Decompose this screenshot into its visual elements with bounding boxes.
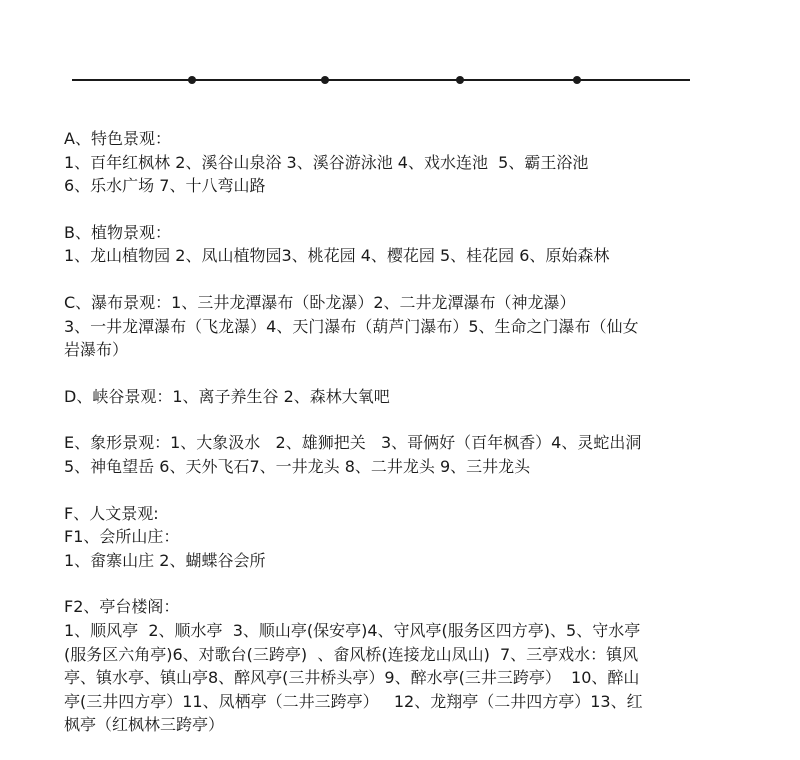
section-line: 5、神龟望岳 6、天外飞石7、一井龙头 8、二井龙头 9、三井龙头 — [64, 456, 531, 476]
section-f — [64, 502, 794, 573]
section-heading: D、峡谷景观：1、离子养生谷 2、森林大氧吧 — [64, 386, 390, 406]
timeline-dot — [573, 76, 581, 84]
section-heading: C、瀑布景观：1、三井龙潭瀑布（卧龙瀑）2、二井龙潭瀑布（神龙瀑） — [64, 292, 576, 312]
section-c — [64, 291, 794, 362]
section-e — [64, 431, 794, 478]
section-heading: F、人文景观: — [64, 503, 159, 523]
section-line: 亭、镇水亭、镇山亭8、醉风亭(三井桥头亭）9、醉水亭(三井三跨亭） 10、醉山 — [64, 668, 640, 688]
section-heading: A、特色景观： — [64, 129, 171, 148]
timeline-dot — [456, 76, 464, 84]
section-line: 枫亭（红枫林三跨亭） — [64, 715, 225, 735]
section-b — [64, 221, 794, 268]
section-heading: B、植物景观： — [64, 222, 171, 242]
section-f2 — [64, 595, 794, 737]
section-line: 1、百年红枫林 2、溪谷山泉浴 3、溪谷游泳池 4、戏水连池 5、霸王浴池 — [64, 152, 589, 172]
subsection-heading: F2、亭台楼阁： — [64, 597, 180, 617]
section-line: (服务区六角亭)6、对歌台(三跨亭) 、畲风桥(连接龙山凤山) 7、三亭戏水：镇风 — [64, 644, 639, 664]
section-line: 岩瀑布） — [64, 340, 129, 360]
timeline-dot — [188, 76, 196, 84]
section-a — [64, 127, 794, 198]
section-heading: E、象形景观：1、大象汲水 2、雄狮把关 3、哥俩好（百年枫香）4、灵蛇出洞 — [64, 433, 642, 453]
scenic-list — [64, 127, 794, 760]
section-line: 6、乐水广场 7、十八弯山路 — [64, 176, 266, 196]
section-line: 1、畲寨山庄 2、蝴蝶谷会所 — [64, 550, 266, 570]
timeline-dot — [321, 76, 329, 84]
section-line: 1、龙山植物园 2、凤山植物园3、桃花园 4、樱花园 5、桂花园 6、原始森林 — [64, 246, 610, 266]
section-line: 1、顺风亭 2、顺水亭 3、顺山亭(保安亭)4、守风亭(服务区四方亭)、5、守水亭 — [64, 620, 641, 640]
subsection-heading: F1、会所山庄： — [64, 527, 180, 547]
timeline-divider — [72, 79, 690, 81]
section-line: 亭(三井四方亭）11、凤栖亭（二井三跨亭） 12、龙翔亭（二井四方亭）13、红 — [64, 691, 643, 711]
section-line: 3、一井龙潭瀑布（飞龙瀑）4、天门瀑布（葫芦门瀑布）5、生命之门瀑布（仙女 — [64, 316, 639, 336]
section-d — [64, 385, 794, 409]
